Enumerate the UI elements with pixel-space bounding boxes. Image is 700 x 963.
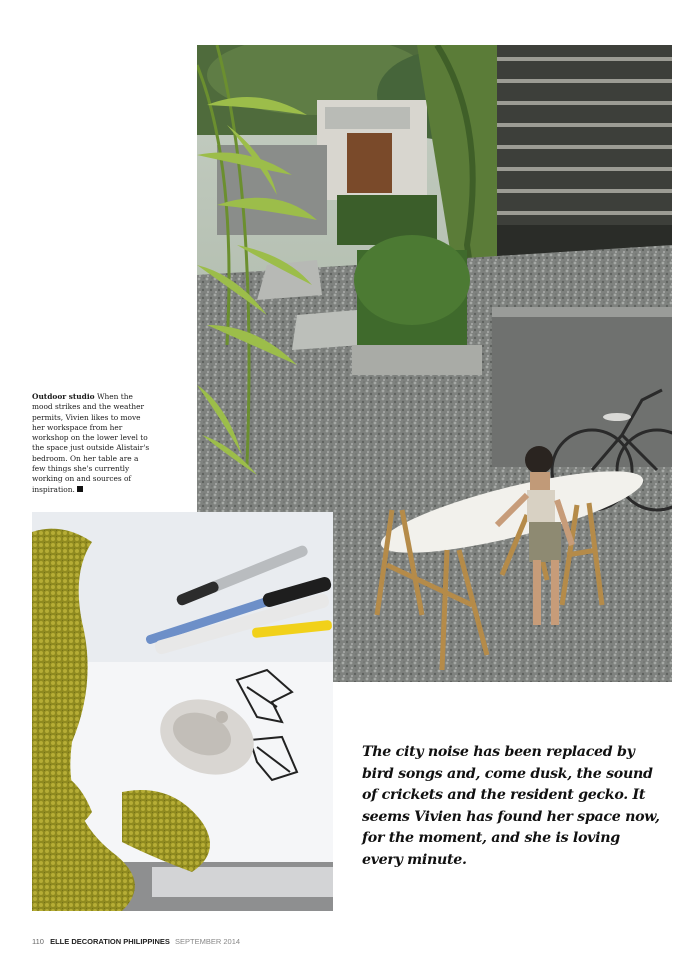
page-footer	[32, 937, 240, 946]
page-number: 110	[32, 937, 44, 946]
still-life-illustration	[32, 512, 333, 911]
issue-date: SEPTEMBER 2014	[175, 937, 241, 946]
pull-quote: The city noise has been replaced by bird songs and, come dusk, the sound of crickets and the resident gecko. It seems Vivien has found her space now, for the moment, and she is loving every minute.	[362, 744, 660, 868]
caption-title: Outdoor studio	[32, 392, 95, 401]
caption-body: When the mood strikes and the weather permits, Vivien likes to move her workspace from her workshop on the lower level to the space just outside Alistair's bedroom. On her table are a few things she's currently working on and sources of inspiration.	[32, 392, 150, 494]
magazine-name: ELLE DECORATION PHILIPPINES	[50, 937, 170, 946]
workspace-still-life-photo	[32, 512, 333, 911]
end-mark-icon	[77, 486, 83, 492]
photo-caption	[32, 392, 150, 495]
